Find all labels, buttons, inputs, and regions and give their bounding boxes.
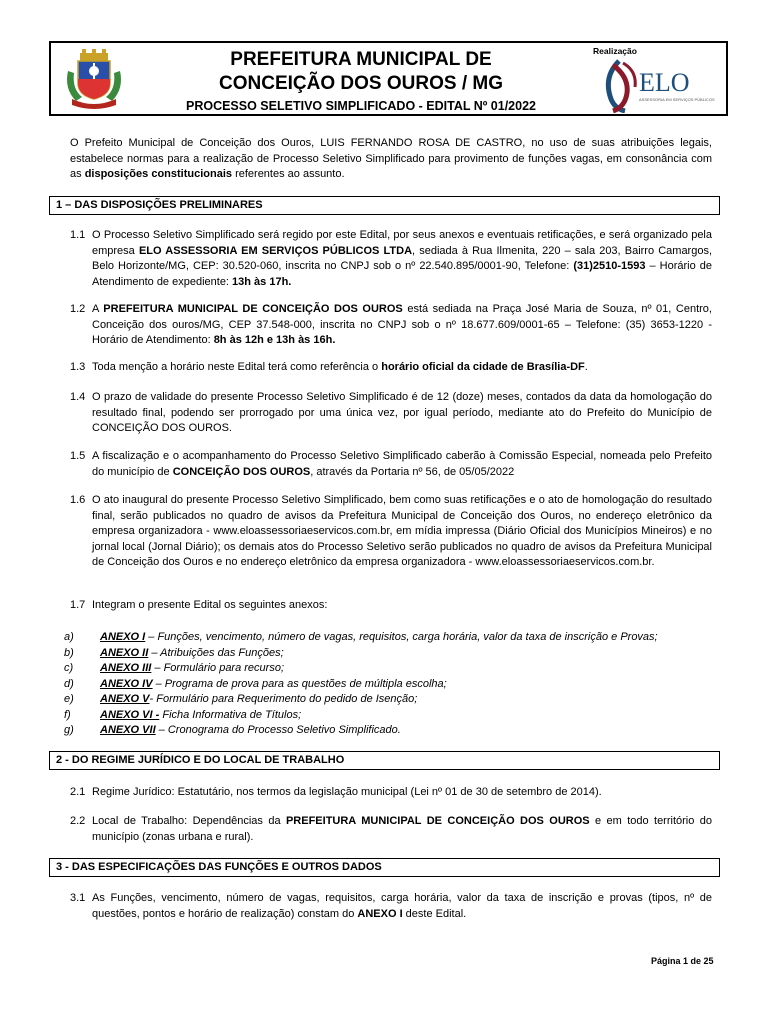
annex-label: ANEXO II (100, 646, 149, 659)
paragraph-1-3: Toda menção a horário neste Edital terá como referência o horário oficial da cidade de Brasília-DF. (92, 361, 588, 373)
svg-text:ELO: ELO (639, 68, 690, 97)
annex-list (64, 630, 714, 739)
edital-subtitle: PROCESSO SELETIVO SIMPLIFICADO - EDITAL Nº 01/2022 (185, 99, 536, 113)
item-number: 2.2 (70, 815, 86, 827)
list-letter: a) (64, 631, 74, 643)
list-item (64, 661, 714, 677)
annex-label: ANEXO VII (100, 724, 156, 736)
list-letter: f) (64, 708, 71, 721)
list-item (64, 692, 714, 708)
list-item (64, 708, 714, 724)
item-number: 1.6 (70, 494, 86, 506)
paragraph-1-5: A fiscalização e o acompanhamento do Processo Seletivo Simplificado caberão à Comissão Especial, nomeada pelo Prefeito do município de CONCEIÇÃO DOS OUROS, através da Portaria nº 56, de 05/05/2022 (92, 450, 712, 478)
section-3-heading: 3 - DAS ESPECIFICAÇÕES DAS FUNÇÕES E OUTROS DADOS (49, 858, 720, 877)
list-item (64, 723, 714, 739)
paragraph-2-2: Local de Trabalho: Dependências da PREFEITURA MUNICIPAL DE CONCEIÇÃO DOS OUROS e em todo território do município (zonas urbana e rural). (92, 815, 712, 843)
item-number: 1.3 (70, 361, 86, 373)
elo-logo (599, 57, 717, 113)
paragraph-2-1: Regime Jurídico: Estatutário, nos termos da legislação municipal (Lei nº 01 de 30 de setembro de 2014). (92, 786, 602, 798)
list-item (64, 630, 714, 646)
list-letter: e) (64, 693, 74, 705)
paragraph-1-1: O Processo Seletivo Simplificado será regido por este Edital, por seus anexos e eventuais retificações, e será organizado pela empresa ELO ASSESSORIA EM SERVIÇOS PÚBLICOS LTDA, sediada à Rua Ilmenita, 220 – sala 203, Bairro Camargos, Belo Horizonte/MG, CEP: 30.520-060, inscrita no CNPJ sob o nº 22.540.895/0001-90, Telefone: (31)2510-1593 – Horário de Atendimento de expediente: 13h às 17h. (92, 229, 713, 288)
annex-label: ANEXO IV (100, 677, 153, 690)
document-header (49, 41, 728, 116)
item-number: 1.1 (70, 229, 86, 241)
annex-description: – Formulário para recurso; (151, 662, 285, 674)
annex-description: – Cronograma do Processo Seletivo Simplificado. (155, 724, 401, 736)
section-2-heading: 2 - DO REGIME JURÍDICO E DO LOCAL DE TRABALHO (49, 751, 720, 770)
realizacao-label: Realização (593, 46, 637, 56)
list-letter: b) (64, 646, 74, 659)
list-letter: d) (64, 677, 74, 690)
annex-label: ANEXO I (100, 631, 146, 643)
paragraph-1-7: Integram o presente Edital os seguintes anexos: (92, 599, 328, 611)
annex-description: Ficha Informativa de Títulos; (159, 708, 302, 721)
annex-description: – Funções, vencimento, número de vagas, requisitos, carga horária, valor da taxa de inscrição e Provas; (145, 631, 658, 643)
title-line-2: CONCEIÇÃO DOS OUROS / MG (219, 73, 503, 94)
list-letter: c) (64, 662, 74, 674)
annex-description: – Atribuições das Funções; (148, 646, 284, 659)
intro-paragraph: O Prefeito Municipal de Conceição dos Ouros, LUIS FERNANDO ROSA DE CASTRO, no uso de suas atribuições legais, estabelece normas para a realização de Processo Seletivo Simplificado para provimento de funções vagas, em consonância com as disposições constitucionais referentes ao assunto. (70, 137, 712, 180)
paragraph-1-4: O prazo de validade do presente Processo Seletivo Simplificado é de 12 (doze) meses, contados da data da homologação do resultado final, podendo ser prorrogado por uma única vez, por igual período, mediante ato do Prefeito do Município de CONCEIÇÃO DOS OUROS. (92, 391, 712, 434)
list-item (64, 677, 714, 693)
svg-text:ASSESSORIA EM SERVIÇOS PÚBLICO: ASSESSORIA EM SERVIÇOS PÚBLICOS (639, 97, 715, 102)
item-number: 1.5 (70, 450, 86, 462)
annex-description: - Formulário para Requerimento do pedido de Isenção; (149, 693, 418, 705)
item-number: 3.1 (70, 892, 86, 904)
page-number: Página 1 de 25 (651, 956, 714, 966)
title-line-1: PREFEITURA MUNICIPAL DE (230, 49, 492, 70)
list-item (64, 646, 714, 662)
item-number: 1.4 (70, 391, 86, 403)
municipal-crest-icon (62, 49, 126, 109)
item-number: 1.2 (70, 303, 86, 315)
annex-label: ANEXO VI - (100, 708, 160, 721)
item-number: 1.7 (70, 599, 86, 611)
paragraph-1-6: O ato inaugural do presente Processo Seletivo Simplificado, bem como suas retificações e o ato de homologação do resultado final, serão publicados no quadro de avisos da Prefeitura Municipal de Conceição dos Ouros, no endereço eletrônico da empresa organizadora - www.eloassessoriaeservicos.com.br, em mídia impressa (Diário Oficial dos Municípios Mineiros) e no jornal local (Jornal Diário); os demais atos do Processo Seletivo serão publicados no quadro de avisos da Prefeitura Municipal de Conceição dos Ouros e no endereço eletrônico da empresa organizadora - www.eloassessoriaeservicos.com.br. (92, 494, 712, 568)
annex-label: ANEXO V (100, 693, 150, 705)
annex-description: – Programa de prova para as questões de múltipla escolha; (152, 677, 447, 690)
list-letter: g) (64, 724, 74, 736)
paragraph-3-1: As Funções, vencimento, número de vagas, requisitos, carga horária, valor da taxa de inscrição e provas (tipos, nº de questões, pontos e horário de realização) constam do ANEXO I deste Edital. (92, 892, 712, 920)
item-number: 2.1 (70, 786, 86, 798)
annex-label: ANEXO III (100, 662, 152, 674)
paragraph-1-2: A PREFEITURA MUNICIPAL DE CONCEIÇÃO DOS OUROS está sediada na Praça José Maria de Souza, nº 01, Centro, Conceição dos ouros/MG, CEP 37.548-000, inscrita no CNPJ sob o nº 18.677.609/0001-65 – Telefone: (35) 3653-1220 - Horário de Atendimento: 8h às 12h e 13h às 16h. (92, 303, 712, 346)
section-1-heading: 1 – DAS DISPOSIÇÕES PRELIMINARES (49, 196, 720, 215)
